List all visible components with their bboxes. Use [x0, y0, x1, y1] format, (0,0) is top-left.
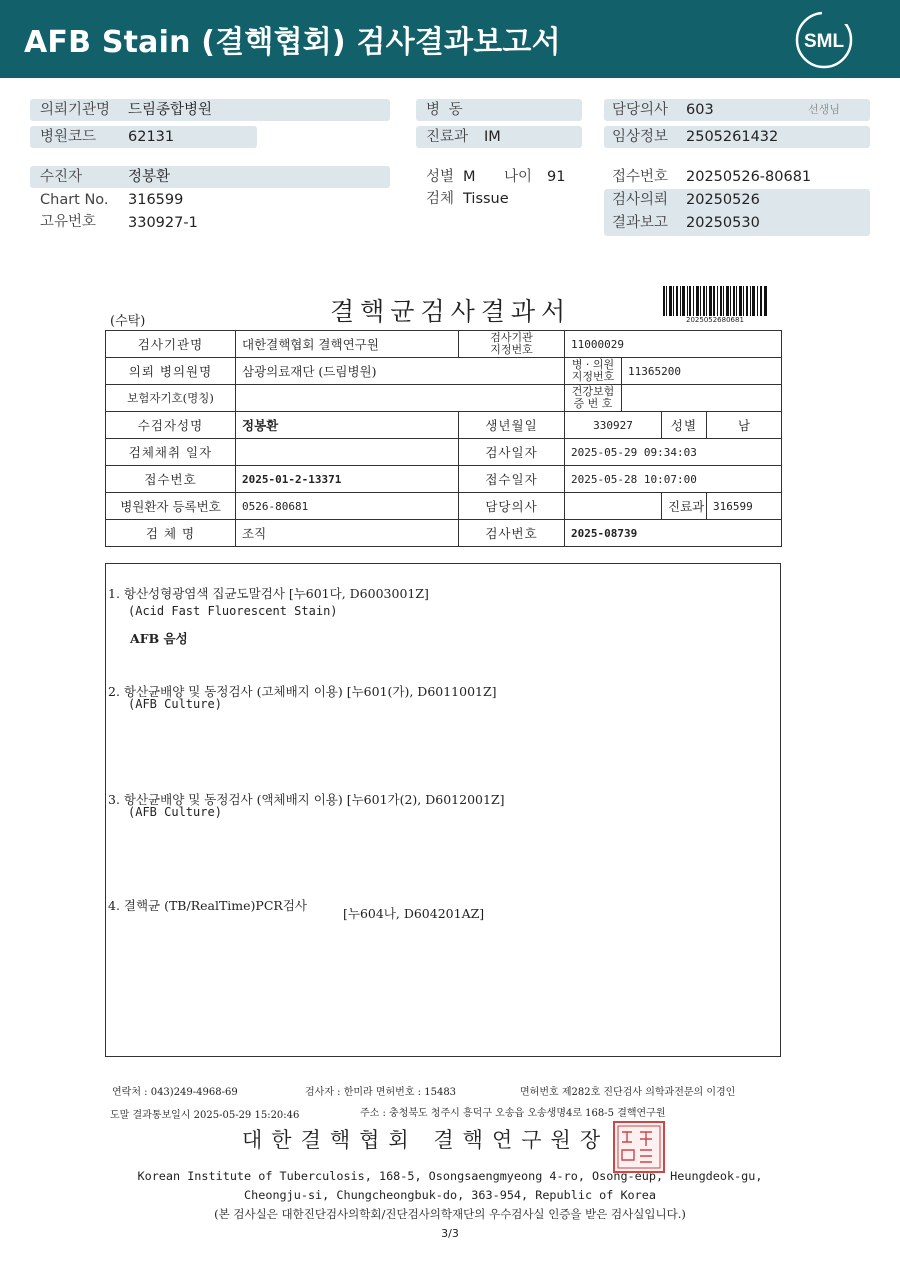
test-no-label: 검사번호 [459, 520, 565, 547]
doctor-cell-value [565, 493, 662, 520]
test-item-3-title: 3. 항산균배양 및 동정검사 (액체배지 이용) [누601가(2), D6012001Z] [108, 792, 505, 807]
recv-no-label: 접수번호 [106, 466, 236, 493]
test-no-value: 2025-08739 [565, 520, 782, 547]
official-seal-stamp [612, 1120, 666, 1174]
doctor-label: 담당의사 [612, 102, 669, 118]
sex-value: M [463, 169, 476, 185]
report-info-table [105, 330, 782, 547]
test-item-2-title: 2. 항산균배양 및 동정검사 (고체배지 이용) [누601(가), D6011001Z] [108, 684, 497, 699]
name-value: 정봉환 [236, 412, 459, 439]
sex-label: 성별 [426, 169, 455, 185]
footer-address: 주소 : 충청북도 청주시 흥덕구 오송읍 오송생명4로 168-5 결핵연구원 [360, 1108, 666, 1119]
table-row [106, 412, 782, 439]
reg-value: 0526-80681 [236, 493, 459, 520]
request-date-label: 검사의뢰 [612, 192, 669, 208]
dob-value: 330927 [565, 412, 662, 439]
chart-value: 316599 [128, 192, 184, 208]
recv-date-label: 접수일자 [459, 466, 565, 493]
footer-contact: 연락처 : 043)249-4968-69 [112, 1087, 238, 1098]
table-row [106, 493, 782, 520]
table-row [106, 331, 782, 358]
insured-label: 보험자기호(명칭) [106, 385, 236, 412]
table-row [106, 358, 782, 385]
footer-license: 면허번호 제282호 진단검사 의학과전문의 이경인 [520, 1087, 736, 1098]
english-address-line-1: Korean Institute of Tuberculosis, 168-5, Osongsaengmyeong 4-ro, Osong-eup, Heungdeok-gu, [137, 1169, 763, 1183]
health-id-label: 건강보험 증 번 호 [565, 385, 622, 412]
recv-date-value: 2025-05-28 10:07:00 [565, 466, 782, 493]
unique-value: 330927-1 [128, 215, 198, 231]
test-item-1-title: 1. 항산성형광염색 집균도말검사 [누601다, D6003001Z] [108, 586, 429, 601]
test-item-1-english: (Acid Fast Fluorescent Stain) [128, 604, 338, 618]
receipt-label: 접수번호 [612, 169, 669, 185]
table-row [106, 520, 782, 547]
receipt-value: 20250526-80681 [686, 169, 812, 185]
spec-label: 검 체 명 [106, 520, 236, 547]
req-id-label: 병 · 의원 지정번호 [565, 358, 622, 385]
unique-label: 고유번호 [40, 214, 97, 230]
test-date-value: 2025-05-29 09:34:03 [565, 439, 782, 466]
table-row [106, 385, 782, 412]
collect-label: 검체채취 일자 [106, 439, 236, 466]
document-title: 결핵균검사결과서 [330, 297, 572, 326]
specimen-label: 검체 [426, 191, 455, 207]
dept-label: 진료과 [426, 129, 469, 145]
certification-note: (본 검사실은 대한진단검사의학회/진단검사의학재단의 우수검사실 인증을 받은 검사실입니다.) [214, 1207, 686, 1221]
footer-tester: 검사자 : 한미라 면허번호 : 15483 [305, 1087, 457, 1098]
age-value: 91 [547, 169, 566, 185]
test-date-label: 검사일자 [459, 439, 565, 466]
page-number: 3/3 [441, 1227, 459, 1240]
requester-value: 드림종합병원 [128, 102, 213, 118]
specimen-value: Tissue [463, 191, 509, 207]
ward-label: 병 동 [426, 102, 465, 118]
chart-label: Chart No. [40, 192, 109, 208]
request-date-value: 20250526 [686, 192, 760, 208]
test-item-4-title: 4. 결핵균 (TB/RealTime)PCR검사 [108, 898, 307, 913]
requester-org-label: 의뢰 병의원명 [106, 358, 236, 385]
hospital-code-value: 62131 [128, 129, 175, 145]
doctor-note: 선생님 [808, 103, 840, 116]
report-date-label: 결과보고 [612, 215, 669, 231]
sml-logo [792, 8, 856, 72]
patient-pill [30, 166, 390, 188]
clinical-value: 2505261432 [686, 129, 779, 145]
footer-notice: 도말 결과통보일시 2025-05-29 15:20:46 [110, 1110, 300, 1121]
barcode-number: 2025052680681 [686, 316, 744, 324]
recv-no-value: 2025-01-2-13371 [236, 466, 459, 493]
test-item-4-code: [누604나, D604201AZ] [343, 906, 485, 921]
dept-cell-value: 316599 [707, 493, 782, 520]
doctor-value: 603 [686, 102, 714, 118]
dept-value: IM [484, 129, 501, 145]
sex-value-cell: 남 [707, 412, 782, 439]
collect-value [236, 439, 459, 466]
dept-cell-label: 진료과 [662, 493, 707, 520]
sex-label-cell: 성별 [662, 412, 707, 439]
dob-label: 생년월일 [459, 412, 565, 439]
report-date-value: 20250530 [686, 215, 760, 231]
english-address-line-2: Cheongju-si, Chungcheongbuk-do, 363-954, Republic of Korea [244, 1188, 656, 1202]
name-label: 수검자성명 [106, 412, 236, 439]
reg-label: 병원환자 등록번호 [106, 493, 236, 520]
req-id-value: 11365200 [622, 358, 782, 385]
requester-org-value: 삼광의료재단 (드림병원) [236, 358, 565, 385]
lab-id-label: 검사기관 지정번호 [459, 331, 565, 358]
clinical-label: 임상정보 [612, 129, 669, 145]
requester-label: 의뢰기관명 [40, 102, 111, 118]
hospital-code-label: 병원코드 [40, 129, 97, 145]
logo-text: SML [803, 31, 845, 52]
patient-value: 정봉환 [128, 169, 171, 185]
header-bar [0, 0, 900, 78]
lab-label: 검사기관명 [106, 331, 236, 358]
spec-value: 조직 [236, 520, 459, 547]
lab-value: 대한결핵협회 결핵연구원 [236, 331, 459, 358]
table-row [106, 439, 782, 466]
test-item-2-english: (AFB Culture) [128, 697, 222, 711]
test-item-1-result: AFB 음성 [130, 631, 188, 646]
age-label: 나이 [504, 169, 533, 185]
insured-value [236, 385, 565, 412]
patient-label: 수진자 [40, 169, 83, 185]
table-row [106, 466, 782, 493]
report-title: AFB Stain (결핵협회) 검사결과보고서 [24, 25, 561, 60]
health-id-value [622, 385, 782, 412]
test-item-3-english: (AFB Culture) [128, 805, 222, 819]
doctor-cell-label: 담당의사 [459, 493, 565, 520]
copy-type: (수탁) [110, 314, 146, 329]
barcode [663, 286, 767, 316]
issuing-organization: 대한결핵협회 결핵연구원장 [242, 1128, 610, 1152]
lab-id-value: 11000029 [565, 331, 782, 358]
